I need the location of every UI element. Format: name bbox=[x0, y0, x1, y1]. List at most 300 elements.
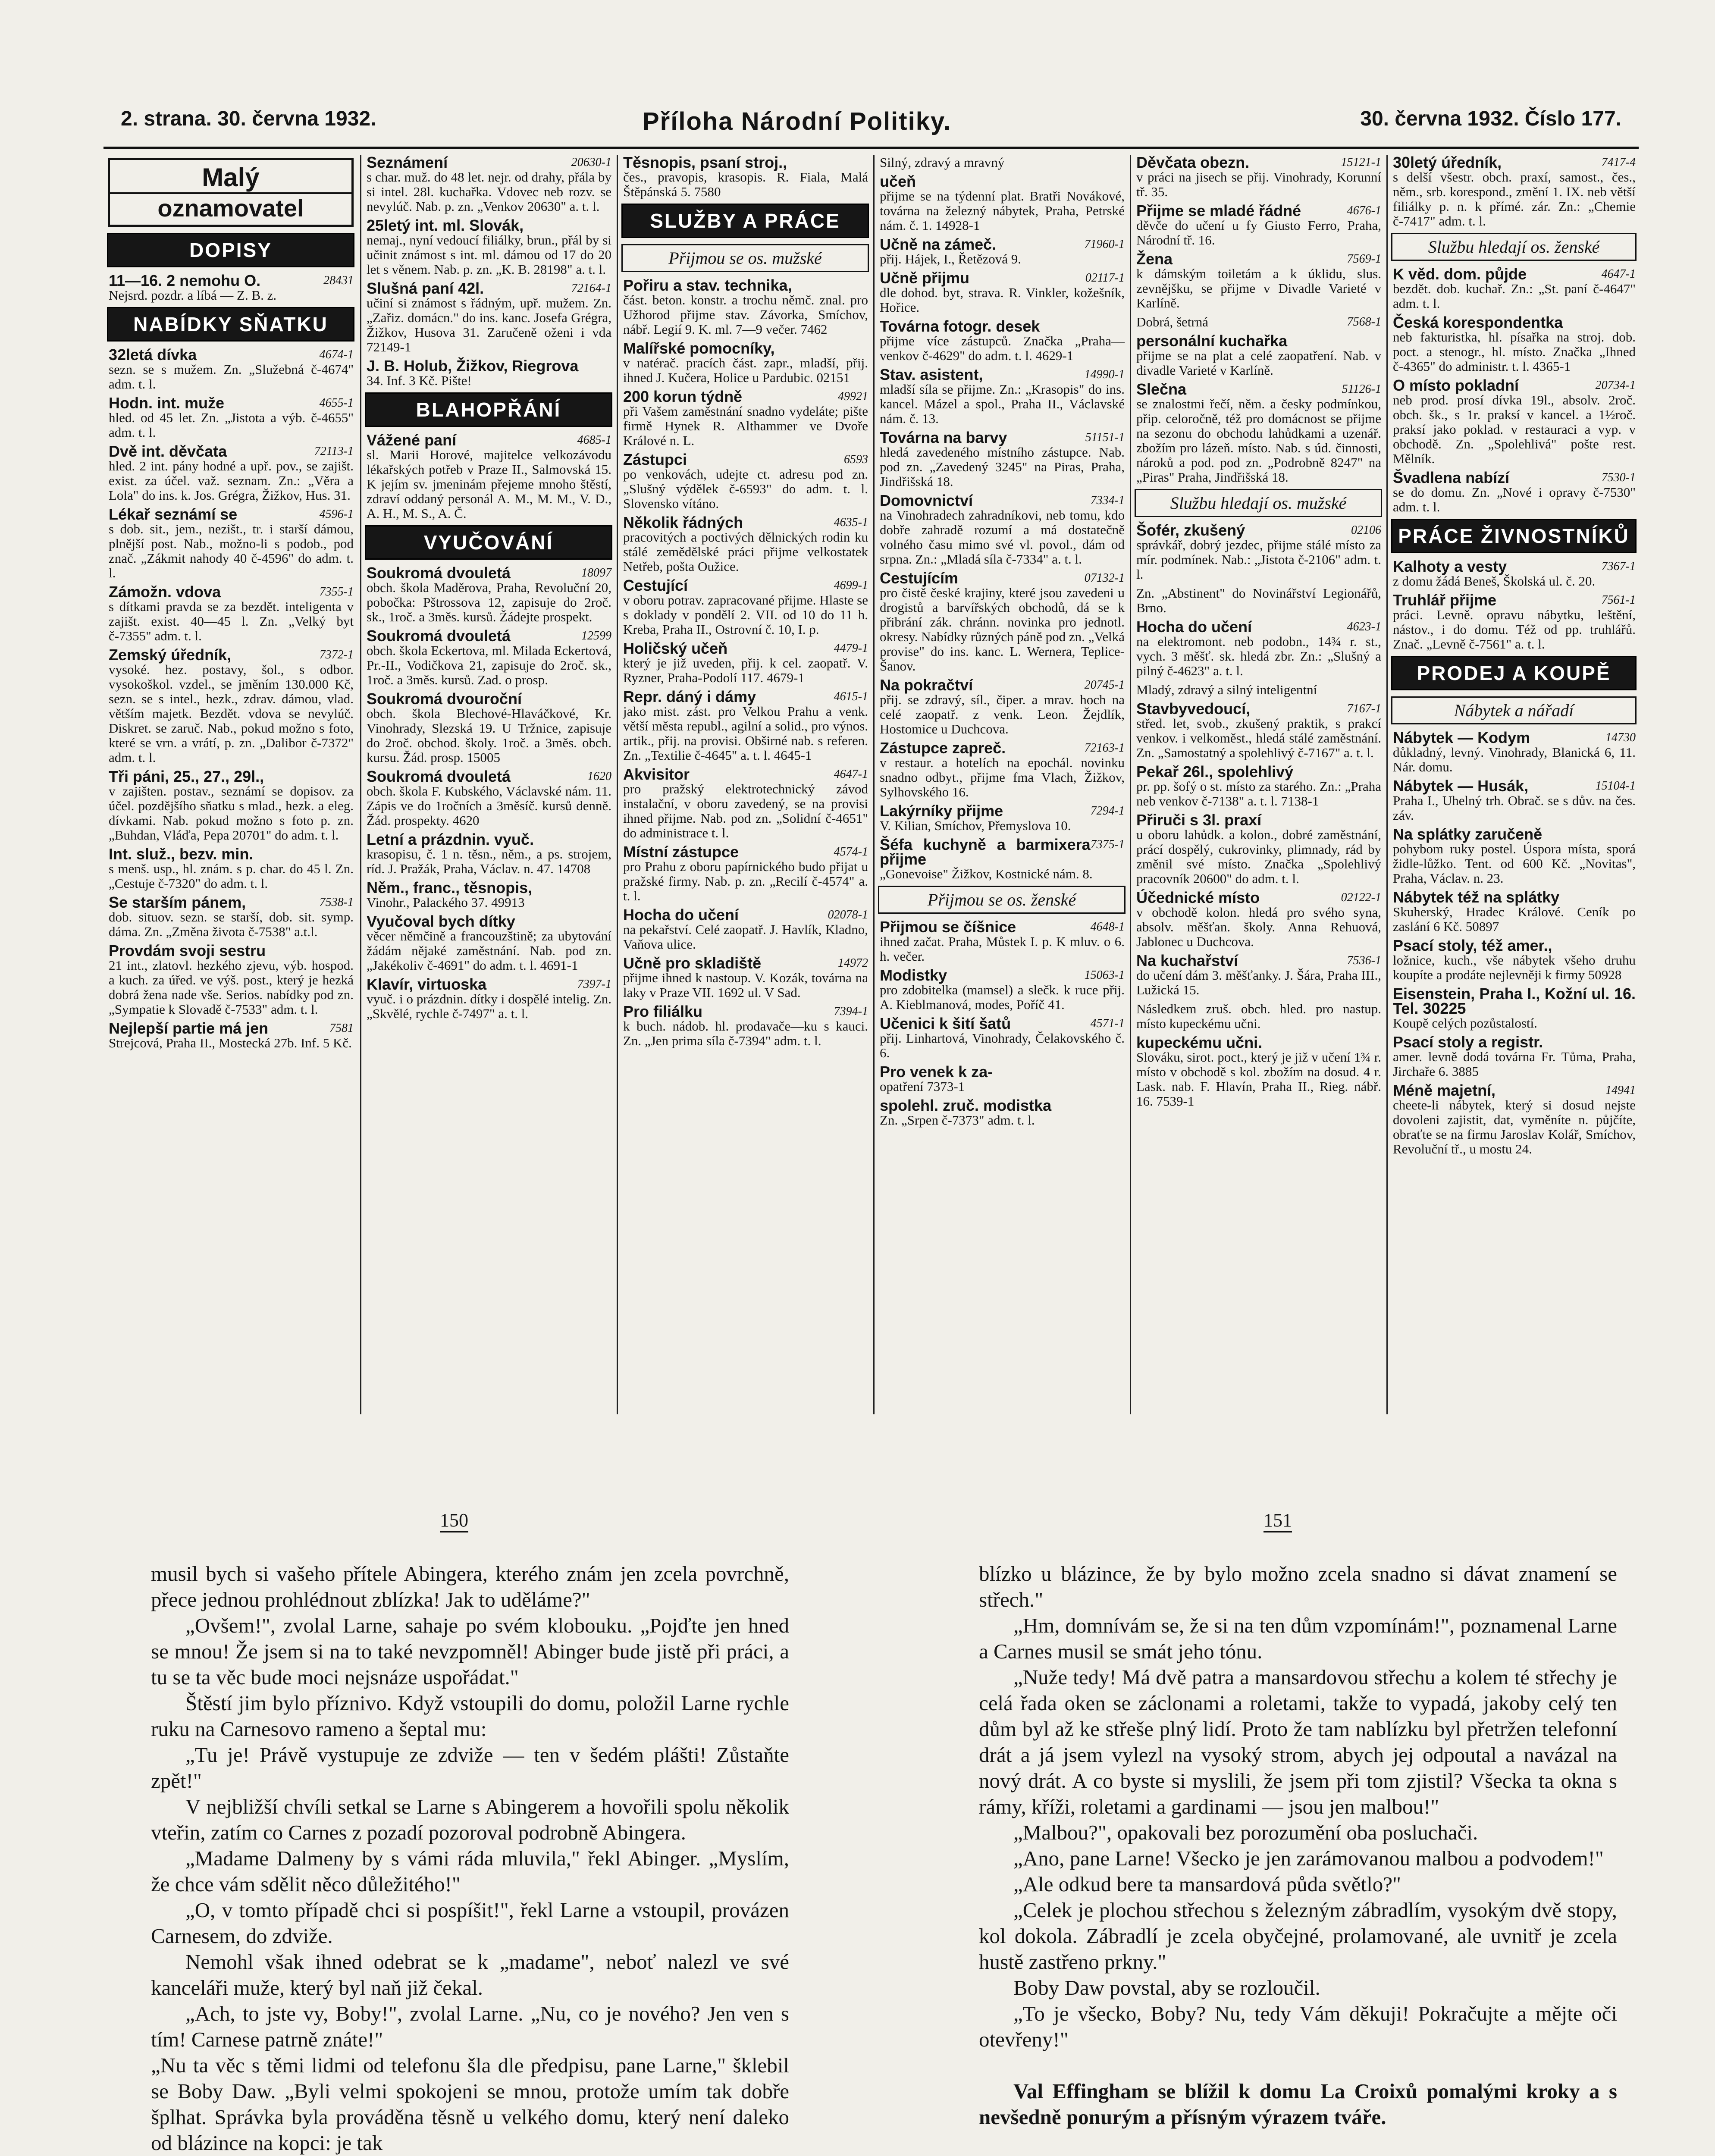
ad-code: 20630-1 bbox=[571, 156, 611, 169]
classified-ad bbox=[1393, 987, 1636, 1031]
ad-code: 4676-1 bbox=[1347, 204, 1381, 217]
ad-title: J. B. Holub, Žižkov, Riegrova bbox=[367, 357, 579, 375]
ad-text: pohybom ruky postel. Úspora místa, sporá židle-lůžko. Tent. od 600 Kč. „Novitas", Praha, Václav. n. 23. bbox=[1393, 841, 1636, 886]
ad-code: 14972 bbox=[838, 956, 868, 970]
ad-code: 15104-1 bbox=[1595, 779, 1636, 793]
ad-title: K věd. dom. půjde bbox=[1393, 265, 1527, 283]
classified-ad bbox=[109, 507, 354, 580]
page-number-right: 151 bbox=[1264, 1509, 1292, 1532]
ad-text: Zn. „Abstinent" do Novinářství Legionářů, Brno. bbox=[1136, 586, 1381, 615]
ad-title: Domovnictví bbox=[880, 492, 973, 509]
ad-title: Zámožn. vdova bbox=[109, 583, 221, 601]
ad-title: Tři páni, 25., 27., 29l., bbox=[109, 768, 264, 785]
ad-code: 02078-1 bbox=[828, 908, 868, 921]
ad-title: Klavír, virtuoska bbox=[367, 975, 487, 993]
classified-ad bbox=[880, 1098, 1125, 1128]
ad-title: 32letá dívka bbox=[109, 346, 197, 364]
ad-text: obch. škola Blechové-Hlaváčkové, Kr. Vinohrady, Slezská 19. U Tržnice, zapisuje do 2roč. obchod. školy. 1roč. a 3měs. obch. kursu. Žád. prosp. 15005 bbox=[367, 706, 611, 765]
ad-title: Hocha do učení bbox=[623, 906, 739, 924]
ad-title: Na pokračtví bbox=[880, 676, 973, 694]
classified-ad bbox=[880, 174, 1125, 233]
ad-text: v zajišten. postav., seznámí se dopisov. za účel. pozdějšího sňatku s mlad., hezk. a eleg. dívkami. Nab. pokud možno s foto p. zn. „Buhdan, Vláďa, Pepa 20701" do adm. t. l. bbox=[109, 783, 354, 843]
ad-code: 4647-1 bbox=[834, 768, 868, 781]
section-heading: SLUŽBY A PRÁCE bbox=[621, 204, 869, 238]
ad-code: 02117-1 bbox=[1085, 271, 1125, 285]
ad-text: k buch. nádob. hl. prodavače—ku s kauci. Zn. „Jen prima síla č-7394" adm. t. l. bbox=[623, 1018, 868, 1048]
ad-text: obch. škola Maděrova, Praha, Revoluční 20, pobočka: Pštrossova 12, zapisuje do 2roč. sk., 1roč. a 3měs. kursů. Žádejte prospekt. bbox=[367, 580, 611, 624]
ad-title: Cestujícím bbox=[880, 569, 959, 587]
ad-title: Na kuchařství bbox=[1136, 952, 1238, 969]
ad-title: Zástupce zapreč. bbox=[880, 739, 1006, 757]
ad-code: 7536-1 bbox=[1347, 954, 1381, 967]
classified-ad bbox=[623, 389, 868, 448]
classified-ad bbox=[880, 571, 1125, 674]
classified-ad bbox=[1136, 890, 1381, 949]
ad-text: cheete-li nábytek, který si dosud nejste dovoleni zajistit, dat, vyměníte n. půjčíte, obraťte se na firmu Jaroslav Kolář, Smíchov, Revoluční tř., u mostu 24. bbox=[1393, 1097, 1636, 1156]
ad-title: Šéfa kuchyně a barmixera přijme bbox=[880, 836, 1091, 868]
ad-text: přij. se zdravý, síl., čiper. a mrav. hoch na celé zaopatř. z venk. Leon. Žejdlík, Hostomice u Duchcova. bbox=[880, 692, 1125, 736]
ad-title: personální kuchařka bbox=[1136, 332, 1288, 350]
ad-text: vysoké. hez. postavy, šol., s odbor. vysokoškol. vzdel., se jměním 130.000 Kč, sezn. se s intel., hezk., zdrav. dámou, vlad. větším majetk. Bezdět. vdova se nevylúč. Diskret. se zaruč. Nab., pokud možno s foto, které se vrn. a vrátí, p. zn. „Dalibor č-7372" adm. t. l. bbox=[109, 662, 354, 765]
classified-ad bbox=[1393, 155, 1636, 229]
ad-title: Továrna na barvy bbox=[880, 429, 1007, 446]
classified-ad bbox=[880, 493, 1125, 567]
logo-line-1: Malý bbox=[202, 163, 260, 192]
classified-ad bbox=[623, 278, 868, 337]
ad-text: práci. Levně. opravu nábytku, leštění, nástov., i do domu. Též od pp. truhlářů. Znač. „Levně č-7561" a. t. l. bbox=[1393, 607, 1636, 652]
classified-ad bbox=[1393, 890, 1636, 934]
ad-text: přijme více zástupců. Značka „Praha—venkov č-4629" do adm. t. l. 4629-1 bbox=[880, 333, 1125, 363]
paragraph: „Nu ta věc s těmi lidmi od telefonu šla dle předpisu, pane Larne," šklebil se Boby Daw. „Byli velmi spokojeni se mnou, protože umím tak dobře šplhat. Správka byla prováděna těsně u velkého domu, který není daleko od blázince na kopci: je tak bbox=[151, 2053, 789, 2155]
ad-title: 30letý úředník, bbox=[1393, 155, 1502, 171]
ad-text: důkladný, levný. Vinohrady, Blanická 6, 11. Nár. domu. bbox=[1393, 745, 1636, 774]
ad-text: Následkem zruš. obch. hled. pro nastup. místo kupeckému učni. bbox=[1136, 1001, 1381, 1031]
ad-text: ložnice, kuch., vše nábytek všeho druhu koupíte a prodáte nejlevněji k firmy 50928 bbox=[1393, 953, 1636, 982]
ad-code: 7334-1 bbox=[1090, 494, 1125, 507]
ad-title: Těsnopis, psaní stroj., bbox=[623, 155, 787, 171]
classified-ad bbox=[880, 319, 1125, 363]
classified-ad bbox=[367, 433, 611, 521]
ad-title: Pekař 26l., spolehlivý bbox=[1136, 763, 1294, 780]
header-right: 30. června 1932. Číslo 177. bbox=[1360, 107, 1621, 130]
classified-ad bbox=[1393, 315, 1636, 374]
paragraph: musil bych si vašeho přítele Abingera, kterého znám jen zcela povrchně, přece jednou prohlédnout zblízka! Jak to uděláme?" bbox=[151, 1562, 789, 1611]
ad-text: Strejcová, Praha II., Mostecká 27b. Inf. 5 Kč. bbox=[109, 1035, 352, 1050]
ad-title: Kalhoty a vesty bbox=[1393, 558, 1507, 575]
paragraph: „Madame Dalmeny by s vámi ráda mluvila," řekl Abinger. „Myslím, že chce vám sdělit něco důležitého!" bbox=[151, 1846, 789, 1896]
book-page-right bbox=[979, 1561, 1617, 2130]
ad-code: 7367-1 bbox=[1601, 560, 1636, 573]
classified-ad bbox=[623, 641, 868, 685]
ad-text: Silný, zdravý a mravný bbox=[880, 155, 1005, 170]
header-title: Příloha Národní Politiky. bbox=[643, 107, 952, 135]
paragraph: Štěstí jim bylo příznivo. Když vstoupili do domu, položil Larne rychle ruku na Carnesovo rameno a šeptal mu: bbox=[151, 1691, 789, 1741]
section-heading: DOPISY bbox=[107, 233, 354, 267]
ad-title: Přijme se mladé řádné bbox=[1136, 202, 1301, 219]
ad-code: 4623-1 bbox=[1347, 620, 1381, 633]
ad-text: krasopisu, č. 1 n. těsn., něm., a ps. strojem, ríd. J. Pražák, Praha, Václav. n. 47. 14708 bbox=[367, 846, 611, 876]
classified-ad bbox=[367, 155, 611, 214]
ad-title: učeň bbox=[880, 172, 916, 190]
ad-text: hled. 2 int. pány hodné a upř. pov., se zajišt. exist. za účel. važ. seznam. Zn.: „Věra a Lola" do ins. k. Jos. Grégra, Žižkov, Hus. 31. bbox=[109, 458, 354, 503]
ad-text: dob. situov. sezn. se starší, dob. sit. symp. dáma. Zn. „Změna života č-7538" a.t.l. bbox=[109, 909, 354, 939]
ad-text: v natérač. pracích část. zapr., mladší, přij. ihned J. Kučera, Holice u Pardubic. 02151 bbox=[623, 355, 868, 385]
ad-text: 34. Inf. 3 Kč. Pište! bbox=[367, 373, 472, 388]
ad-text: Vinohr., Palackého 37. 49913 bbox=[367, 895, 525, 910]
paragraph: „Ale odkud bere ta mansardová půda světlo?" bbox=[1013, 1872, 1401, 1896]
ad-code: 1620 bbox=[587, 770, 611, 783]
ad-column-2 bbox=[360, 155, 616, 1414]
section-heading: NABÍDKY SŇATKU bbox=[107, 307, 354, 342]
classified-ad bbox=[367, 359, 611, 388]
ad-title: Lakýrníky přijme bbox=[880, 802, 1003, 820]
ad-code: 6593 bbox=[844, 453, 868, 466]
paragraph: „Malbou?", opakovali bez porozumění oba posluchači. bbox=[1013, 1821, 1478, 1844]
ad-text: opatření 7373-1 bbox=[880, 1079, 965, 1094]
classified-ad bbox=[1136, 953, 1381, 997]
classified-ad bbox=[623, 956, 868, 1000]
classified-ad bbox=[880, 920, 1125, 964]
ad-code: 49921 bbox=[838, 390, 868, 403]
classified-ad bbox=[1136, 813, 1381, 886]
classified-ad bbox=[109, 847, 354, 891]
classified-ad bbox=[1136, 702, 1381, 760]
ad-title: Soukromá dvouletá bbox=[367, 564, 511, 582]
ad-code: 18097 bbox=[581, 566, 611, 580]
ad-title: Repr. dáný i dámy bbox=[623, 688, 756, 705]
ad-code: 7538-1 bbox=[319, 896, 354, 909]
ad-title: Cestující bbox=[623, 577, 688, 594]
ad-code: 02122-1 bbox=[1341, 891, 1381, 904]
ad-code: 7372-1 bbox=[319, 648, 354, 661]
classified-ad bbox=[623, 452, 868, 511]
ad-code: 20745-1 bbox=[1084, 678, 1125, 692]
section-heading: PRODEJ A KOUPĚ bbox=[1391, 656, 1637, 690]
ad-title: Lékař seznámí se bbox=[109, 505, 238, 523]
ad-text: se znalostmi řečí, něm. a česky podmínkou, přip. celoročně, též pro domácnost se přijme na sezonu do obchodu lahůdkami a uzenář. zbožím pro lázeň. místo. Nab. s úd. činnosti, nároků a pod. pod zn. „Podrobně 8247" na „Piras" Praha, Jindřišská 18. bbox=[1136, 396, 1381, 485]
ad-title: Pořiru a stav. technika, bbox=[623, 276, 792, 294]
ad-text: na Vinohradech zahradníkovi, neb tomu, kdo dobře zahradě rozumí a má dostatečně volného času mimo své vl. povol., dám od srpna. Zn.: „Mladá síla č-7334" a. t. l. bbox=[880, 508, 1125, 567]
classified-ad bbox=[1393, 267, 1636, 311]
classified-ad bbox=[880, 837, 1125, 881]
ad-code: 4648-1 bbox=[1090, 920, 1125, 934]
ad-title: Zástupci bbox=[623, 451, 687, 468]
ad-text: amer. levně dodá továrna Fr. Tůma, Praha, Jirchaře 6. 3885 bbox=[1393, 1049, 1636, 1079]
ad-title: Malířské pomocníky, bbox=[623, 339, 775, 357]
classified-ad bbox=[880, 1016, 1125, 1060]
ad-title: Vážené paní bbox=[367, 431, 457, 449]
newspaper-header bbox=[103, 99, 1639, 149]
ad-code: 72164-1 bbox=[571, 282, 611, 295]
ad-title: Česká korespondentka bbox=[1393, 313, 1563, 331]
classified-ad bbox=[1136, 382, 1381, 485]
ad-text: střed. let, svob., zkušený praktik, s prakcí venkov. i velkoměst., hledá stálé zaměstnání. Zn. „Samostatný a spolehlivý č-7167" a. t. l. bbox=[1136, 716, 1381, 760]
ad-text: se do domu. Zn. „Nové i opravy č-7530" adm. t. l. bbox=[1393, 485, 1636, 514]
ad-text: ihned začat. Praha, Můstek I. p. K mluv. o 6. h. večer. bbox=[880, 934, 1125, 964]
ad-code: 20734-1 bbox=[1595, 379, 1636, 392]
ad-text: přij. Linhartová, Vinohrady, Čelakovského č. 6. bbox=[880, 1031, 1125, 1060]
ad-text: na pekařství. Celé zaopatř. J. Havlík, Kladno, Vaňova ulice. bbox=[623, 922, 868, 952]
ad-text: „Gonevoise" Žižkov, Kostnické nám. 8. bbox=[880, 866, 1093, 881]
ad-title: Psací stoly, též amer., bbox=[1393, 937, 1552, 954]
ad-text: Praha I., Uhelný trh. Obrač. se s dův. na čes. záv. bbox=[1393, 793, 1636, 823]
classified-ad bbox=[109, 348, 354, 392]
ad-text: sl. Marii Horové, majitelce velkozávodu lékařských potřeb v Praze II., Salmovská 15. K jejím sv. jmeninám přejeme mnoho štěstí, zdraví oddaný personál A. M., M. M., V. D., A. H., M. S., A. Č. bbox=[367, 447, 611, 521]
ad-text: 21 int., zlatovl. hezkého zjevu, výb. hospod. a kuch. za úřed. ve výš. post., který je hezká dobrá žena nade vše. Serios. nabídky pod zn. „Sympatie k Slovadě č-7533" adm. t. l. bbox=[109, 958, 354, 1017]
paragraph: „Ach, to jste vy, Boby!", zvolal Larne. „Nu, co je nového? Jen ven s tím! Carnese patrně znáte!" bbox=[151, 2002, 789, 2051]
ad-title: Švadlena nabízí bbox=[1393, 469, 1510, 486]
ad-text: v práci na jisech se přij. Vinohrady, Korunní tř. 35. bbox=[1136, 169, 1381, 199]
ad-column-5 bbox=[1130, 155, 1386, 1414]
classified-ad bbox=[880, 741, 1125, 799]
ad-code: 4596-1 bbox=[319, 508, 354, 521]
paragraph: „Ano, pane Larne! Všecko je jen zarámovanou malbou a podvodem!" bbox=[1013, 1846, 1604, 1870]
ad-text: učiní si známost s řádným, upř. mužem. Zn. „Zařiz. domácn." do ins. kanc. Josefa Grégra, Žižkov, Husova 31. Zaručeně oženi i vda 72149-1 bbox=[367, 295, 611, 354]
ad-title: Hodn. int. muže bbox=[109, 394, 224, 412]
ad-title: Nábytek — Husák, bbox=[1393, 777, 1529, 795]
classified-ad bbox=[1393, 779, 1636, 823]
ad-title: Pro venek k za- bbox=[880, 1063, 993, 1081]
classified-ad bbox=[623, 155, 868, 199]
ad-text: z domu žádá Beneš, Školská ul. č. 20. bbox=[1393, 573, 1596, 589]
ad-code: 4699-1 bbox=[834, 579, 868, 592]
paragraph: Boby Daw povstal, aby se rozloučil. bbox=[1013, 1976, 1320, 1999]
classified-ad bbox=[367, 566, 611, 624]
paragraph: „Tu je! Právě vystupuje ze zdviže — ten v šedém plášti! Zůstaňte zpět!" bbox=[151, 1743, 789, 1792]
classified-ad bbox=[367, 692, 611, 765]
ad-text: hled. od 45 let. Zn. „Jistota a výb. č-4655" adm. t. l. bbox=[109, 410, 354, 440]
header-left: 2. strana. 30. června 1932. bbox=[121, 107, 376, 130]
ad-title: Slušná paní 42l. bbox=[367, 279, 484, 297]
ad-title: Na splátky zaručeně bbox=[1393, 825, 1543, 843]
subsection-heading: Službu hledají os. mužské bbox=[1135, 489, 1382, 517]
classified-ad bbox=[109, 1021, 354, 1050]
page-number-left: 150 bbox=[440, 1509, 468, 1532]
masthead-logo bbox=[108, 158, 354, 227]
ad-code: 7581 bbox=[329, 1022, 354, 1035]
ad-text: obch. škola F. Kubského, Václavské nám. 11. Zápis ve do 1ročních a 3měsíč. kursů denně. Žád. prospekty. 4620 bbox=[367, 783, 611, 828]
ad-text: do učení dám 3. měšťanky. J. Šára, Praha III., Lužická 15. bbox=[1136, 968, 1381, 997]
ad-title: Přiruči s 3l. praxí bbox=[1136, 811, 1262, 829]
ad-title: Dvě int. děvčata bbox=[109, 442, 227, 460]
ad-code: 7355-1 bbox=[319, 585, 354, 599]
ad-code: 7167-1 bbox=[1347, 702, 1381, 715]
classified-ad bbox=[623, 689, 868, 763]
paragraph: V nejbližší chvíli setkal se Larne s Abingerem a hovořili spolu několik vteřin, zatím co Carnes z pozadí pozoroval podrobně Abingera. bbox=[151, 1795, 789, 1844]
ad-title: Něm., franc., těsnopis, bbox=[367, 879, 533, 896]
classified-ad bbox=[367, 281, 611, 354]
classified-ad bbox=[109, 273, 354, 303]
ad-code: 14730 bbox=[1605, 731, 1636, 744]
ad-text: v obchodě kolon. hledá pro svého syna, absolv. měšťan. školy. Anna Rehuová, Jablonec u Duchcova. bbox=[1136, 905, 1381, 949]
ad-title: Přijmou se číšnice bbox=[880, 918, 1016, 936]
classified-ad bbox=[1393, 1035, 1636, 1079]
ad-text: neb prod. prosí dívka 19l., absolv. 2roč. obch. šk., s 1r. praksí v kancel. a 1½roč. praksí jako poklad. v restauraci a vyp. v obchodě. Zn. „Spolehlivá" pošte rest. Mělník. bbox=[1393, 392, 1636, 466]
subsection-heading: Přijmou se os. mužské bbox=[621, 244, 869, 272]
ad-text: který je již uveden, přij. k cel. zaopatř. V. Ryzner, Praha-Podolí 117. 4679-1 bbox=[623, 655, 868, 685]
ad-title: Žena bbox=[1136, 250, 1173, 268]
ad-text: Zn. „Srpen č-7373" adm. t. l. bbox=[880, 1112, 1035, 1128]
subsection-heading: Službu hledají os. ženské bbox=[1391, 233, 1637, 261]
ad-code: 4479-1 bbox=[834, 642, 868, 655]
ad-title: 11—16. 2 nemohu O. bbox=[109, 272, 261, 289]
ad-text: s menš. usp., hl. znám. s p. char. do 45 l. Zn. „Cestuje č-7320" do adm. t. l. bbox=[109, 861, 354, 891]
ad-title: Holičský učeň bbox=[623, 639, 728, 657]
ad-column-6 bbox=[1386, 155, 1640, 1414]
ad-text: přijme ihned k nastoup. V. Kozák, továrna na laky v Praze VII. 1692 ul. V Sad. bbox=[623, 970, 868, 1000]
ad-code: 4571-1 bbox=[1090, 1017, 1125, 1030]
ad-title: kupeckému učni. bbox=[1136, 1034, 1263, 1051]
classified-ad bbox=[1136, 523, 1381, 582]
ad-text: sezn. se s mužem. Zn. „Služebná č-4674" adm. t. l. bbox=[109, 362, 354, 392]
ad-code: 7568-1 bbox=[1347, 315, 1381, 329]
ad-title: Pro filiálku bbox=[623, 1003, 703, 1020]
ad-title: Zemský úředník, bbox=[109, 646, 232, 664]
ad-text: s dítkami pravda se za bezdět. inteligenta v zajišt. exist. 40—45 l. Zn. „Velký byt č-7355" adm. t. l. bbox=[109, 599, 354, 643]
logo-line-2: oznamovatel bbox=[110, 192, 351, 222]
ad-title: Truhlář přijme bbox=[1393, 591, 1497, 609]
paragraph: „O, v tomto případě chci si pospíšit!", řekl Larne a vstoupil, provázen Carnesem, do zdviže. bbox=[151, 1898, 789, 1948]
ad-title: Vyučoval bych dítky bbox=[367, 912, 515, 930]
ad-code: 4615-1 bbox=[834, 690, 868, 703]
ad-title: Slečna bbox=[1136, 380, 1187, 398]
classified-ad bbox=[1393, 1083, 1636, 1156]
ad-text: děvče do učení u fy Giusto Ferro, Praha, Národní tř. 16. bbox=[1136, 218, 1381, 248]
paragraph: „Hm, domnívám se, že si na ten dům vzpomínám!", poznamenal Larne a Carnes musil se smát jeho tónu. bbox=[979, 1614, 1617, 1663]
classified-ad bbox=[367, 977, 611, 1021]
ad-code: 7394-1 bbox=[834, 1005, 868, 1018]
ad-title: Šofér, zkušený bbox=[1136, 521, 1245, 539]
ad-text: přijme se na plat a celé zaopatření. Nab. v divadle Varieté v Karlíně. bbox=[1136, 348, 1381, 378]
ad-code: 4655-1 bbox=[319, 396, 354, 410]
ad-text: v oboru potrav. zapracované přijme. Hlaste se s doklady v pondělí 2. VII. od 10 do 11 h. Kreba, Praha II., Ostrovní č. 10, I. p. bbox=[623, 592, 868, 637]
ad-code: 7375-1 bbox=[1090, 838, 1125, 851]
ad-code: 12599 bbox=[581, 629, 611, 642]
ad-text: pro čistě české krajiny, které jsou zavedeni u drogistů a barvířských obchodů, dá se k přibrání zák. chránn. novinka pro jednotl. okresy. Nabídky různých páně pod zn. „Velká provise" do ins. kanc. L. Wernera, Teplice-Šanov. bbox=[880, 585, 1125, 674]
ad-code: 7397-1 bbox=[577, 978, 611, 991]
classified-ad bbox=[1136, 586, 1381, 615]
ad-title: Soukromá dvouletá bbox=[367, 768, 511, 785]
ad-text: k dámským toiletám a k úklidu, slus. zevnějšku, se přijme v Divadle Varieté v Karlíně. bbox=[1136, 266, 1381, 310]
ad-code: 51151-1 bbox=[1085, 431, 1125, 444]
ad-title: Se starším pánem, bbox=[109, 893, 246, 911]
ad-code: 4685-1 bbox=[577, 433, 611, 447]
classified-ad bbox=[109, 585, 354, 643]
ad-title: Učenici k šití šatů bbox=[880, 1015, 1011, 1032]
ad-text: Slováku, sirot. poct., který je již v učení 1¾ r. místo v obchodě s kol. zbožím na dosud. 4 r. Lask. nab. F. Hlavín, Praha II., Rieg. nábř. 16. 7539-1 bbox=[1136, 1050, 1381, 1109]
ad-code: 51126-1 bbox=[1342, 382, 1381, 396]
ad-title: Stavbyvedoucí, bbox=[1136, 700, 1251, 718]
classified-ad bbox=[109, 444, 354, 503]
classified-ad bbox=[109, 648, 354, 765]
classified-ad bbox=[623, 767, 868, 840]
ad-title: Seznámení bbox=[367, 155, 448, 171]
ad-text: pracovitých a poctivých dělnických rodin ku stálé zemědělské práci přijme velkostatek Netřeb, pošta Oužice. bbox=[623, 530, 868, 574]
ad-title: Nejlepší partie má jen bbox=[109, 1019, 269, 1037]
ad-text: Koupě celých pozůstalostí. bbox=[1393, 1015, 1537, 1031]
ad-text: přijme se na týdenní plat. Bratři Novákové, továrna na železný nábytek, Praha, Petrské nám. č. 1. 14928-1 bbox=[880, 188, 1125, 233]
ad-title: 200 korun týdně bbox=[623, 388, 743, 405]
ad-code: 7569-1 bbox=[1347, 252, 1381, 266]
ad-text: Skuherský, Hradec Králové. Ceník po zaslání 6 Kč. 50897 bbox=[1393, 904, 1636, 934]
ad-text: při Vašem zaměstnání snadno vydeláte; pište firmě Hynek R. Althammer ve Dvoře Králové n. L. bbox=[623, 404, 868, 448]
classified-ad bbox=[1393, 378, 1636, 466]
ad-text: pro Prahu z oboru papírnického budo přijat u pražské firmy. Nab. p. zn. „Recilí č-4574" a. t. l. bbox=[623, 859, 868, 903]
ad-code: 4674-1 bbox=[319, 348, 354, 361]
ad-title: Nábytek — Kodym bbox=[1393, 729, 1530, 746]
ad-code: 71960-1 bbox=[1084, 238, 1125, 251]
ad-code: 4574-1 bbox=[834, 845, 868, 859]
classified-ad bbox=[1136, 334, 1381, 378]
ad-text: po venkovách, udejte ct. adresu pod zn. „Slušný výdělek č-6593" do adm. t. l. Slovensko vítáno. bbox=[623, 467, 868, 511]
classified-ad bbox=[1136, 620, 1381, 678]
ad-text: pro pražský elektrotechnický závod instalační, v oboru zavedený, se na provisi ihned přijme. Nab. pod zn. „Solidní č-4651" do administrace t. l. bbox=[623, 781, 868, 840]
ad-title: Letní a prázdnin. vyuč. bbox=[367, 830, 534, 848]
classified-ad bbox=[880, 155, 1125, 170]
ad-text: v restaur. a hotelích na epochál. novinku snadno odbyt., přijme fma Vlach, Žižkov, Sylhovského 16. bbox=[880, 755, 1125, 799]
ad-text: pr. pp. šofý o st. místo za starého. Zn.: „Praha neb venkov č-7138" a. t. l. 7138-1 bbox=[1136, 779, 1381, 808]
ad-code: 4647-1 bbox=[1601, 267, 1636, 281]
ad-title: Int. služ., bezv. min. bbox=[109, 845, 254, 863]
ad-code: 72113-1 bbox=[314, 445, 354, 458]
ad-code: 7417-4 bbox=[1601, 156, 1636, 169]
classified-ad bbox=[1393, 938, 1636, 982]
classified-ad bbox=[367, 914, 611, 973]
section-heading: VYUČOVÁNÍ bbox=[365, 525, 612, 560]
subsection-heading: Nábytek a nářadí bbox=[1391, 696, 1637, 724]
ad-code: 28431 bbox=[323, 274, 354, 287]
classified-ad bbox=[109, 943, 354, 1017]
book-page-left bbox=[151, 1561, 789, 2156]
classified-ad bbox=[1136, 765, 1381, 808]
ad-title: Méně majetní, bbox=[1393, 1081, 1496, 1099]
classified-ad bbox=[109, 769, 354, 843]
ad-title: 25letý int. ml. Slovák, bbox=[367, 216, 524, 234]
classified-ad bbox=[1393, 470, 1636, 514]
ad-title: O místo pokladní bbox=[1393, 376, 1519, 394]
ad-code: 15121-1 bbox=[1341, 156, 1381, 169]
ad-title: Akvisitor bbox=[623, 765, 690, 783]
ad-code: 15063-1 bbox=[1084, 968, 1125, 982]
ad-title: Účednické místo bbox=[1136, 889, 1260, 906]
ad-text: s char. muž. do 48 let. nejr. od drahy, přála by si intel. 28l. kuchařka. Vdovec neb rozv. se nevylúč. Nab. p. zn. „Venkov 20630" a. t. l. bbox=[367, 169, 611, 214]
ad-text: Mladý, zdravý a silný inteligentní bbox=[1136, 682, 1317, 697]
ad-text: dle dohod. byt, strava. R. Vinkler, kožešník, Hořice. bbox=[880, 285, 1125, 315]
ad-column-3 bbox=[617, 155, 872, 1414]
ad-text: nemaj., nyní vedoucí filiálky, brun., přál by si učinit známost s int. ml. dámou od 17 do 20 let s věnem. Nab. p. zn. „K. B. 28198" a. t. l. bbox=[367, 232, 611, 277]
ad-title: Modistky bbox=[880, 966, 947, 984]
classified-ad bbox=[1136, 204, 1381, 248]
ad-title: Místní zástupce bbox=[623, 843, 739, 861]
classified-ad bbox=[1393, 827, 1636, 886]
classified-ad bbox=[880, 678, 1125, 736]
classified-ad bbox=[880, 804, 1125, 833]
ad-text: bezdět. dob. kuchař. Zn.: „St. paní č-4647" adm. t. l. bbox=[1393, 281, 1636, 311]
paragraph: Nemohl však ihned odebrat se k „madame", neboť nalezl ve své kanceláři muže, který byl naň již čekal. bbox=[151, 1950, 789, 1999]
ad-title: Soukromá dvouroční bbox=[367, 690, 522, 708]
classified-ad bbox=[1393, 593, 1636, 652]
ad-text: u oboru lahůdk. a kolon., dobré zaměstnání, prácí dospělý, cukrovinky, plimnady, rád by změnil své místo. Značka „Spolehlivý pracovník 20600" do adm. t. l. bbox=[1136, 827, 1381, 886]
paragraph: „Ovšem!", zvolal Larne, sahaje po svém klobouku. „Pojďte jen hned se mnou! Že jsem si na to také nevzpomněl! Abinger bude jistě při práci, a tu se ta věc bude moci nejsnáze uspořádat." bbox=[151, 1614, 789, 1689]
ad-text: jako mist. zást. pro Velkou Prahu a venk. větší města republ., agilní a solid., pro výnos. artik., přij. na provisi. Obširné nab. s referen. Zn. „Textilie č-4645" a. t. l. 4645-1 bbox=[623, 704, 868, 763]
classified-ad bbox=[623, 515, 868, 574]
ad-text: správkář, dobrý jezdec, přijme stálé místo za mír. podmínek. Nab.: „Jistota č-2106" adm. t. l. bbox=[1136, 537, 1381, 582]
ad-code: 4635-1 bbox=[834, 516, 868, 529]
classified-ad bbox=[623, 341, 868, 385]
ad-text: část. beton. konstr. a trochu němč. znal. pro Užhorod přijme stav. Závorka, Smíchov, nábř. Legií 9. K. ml. 7—9 večer. 7462 bbox=[623, 292, 868, 337]
classified-ad bbox=[367, 218, 611, 277]
classified-ad bbox=[1136, 1035, 1381, 1109]
